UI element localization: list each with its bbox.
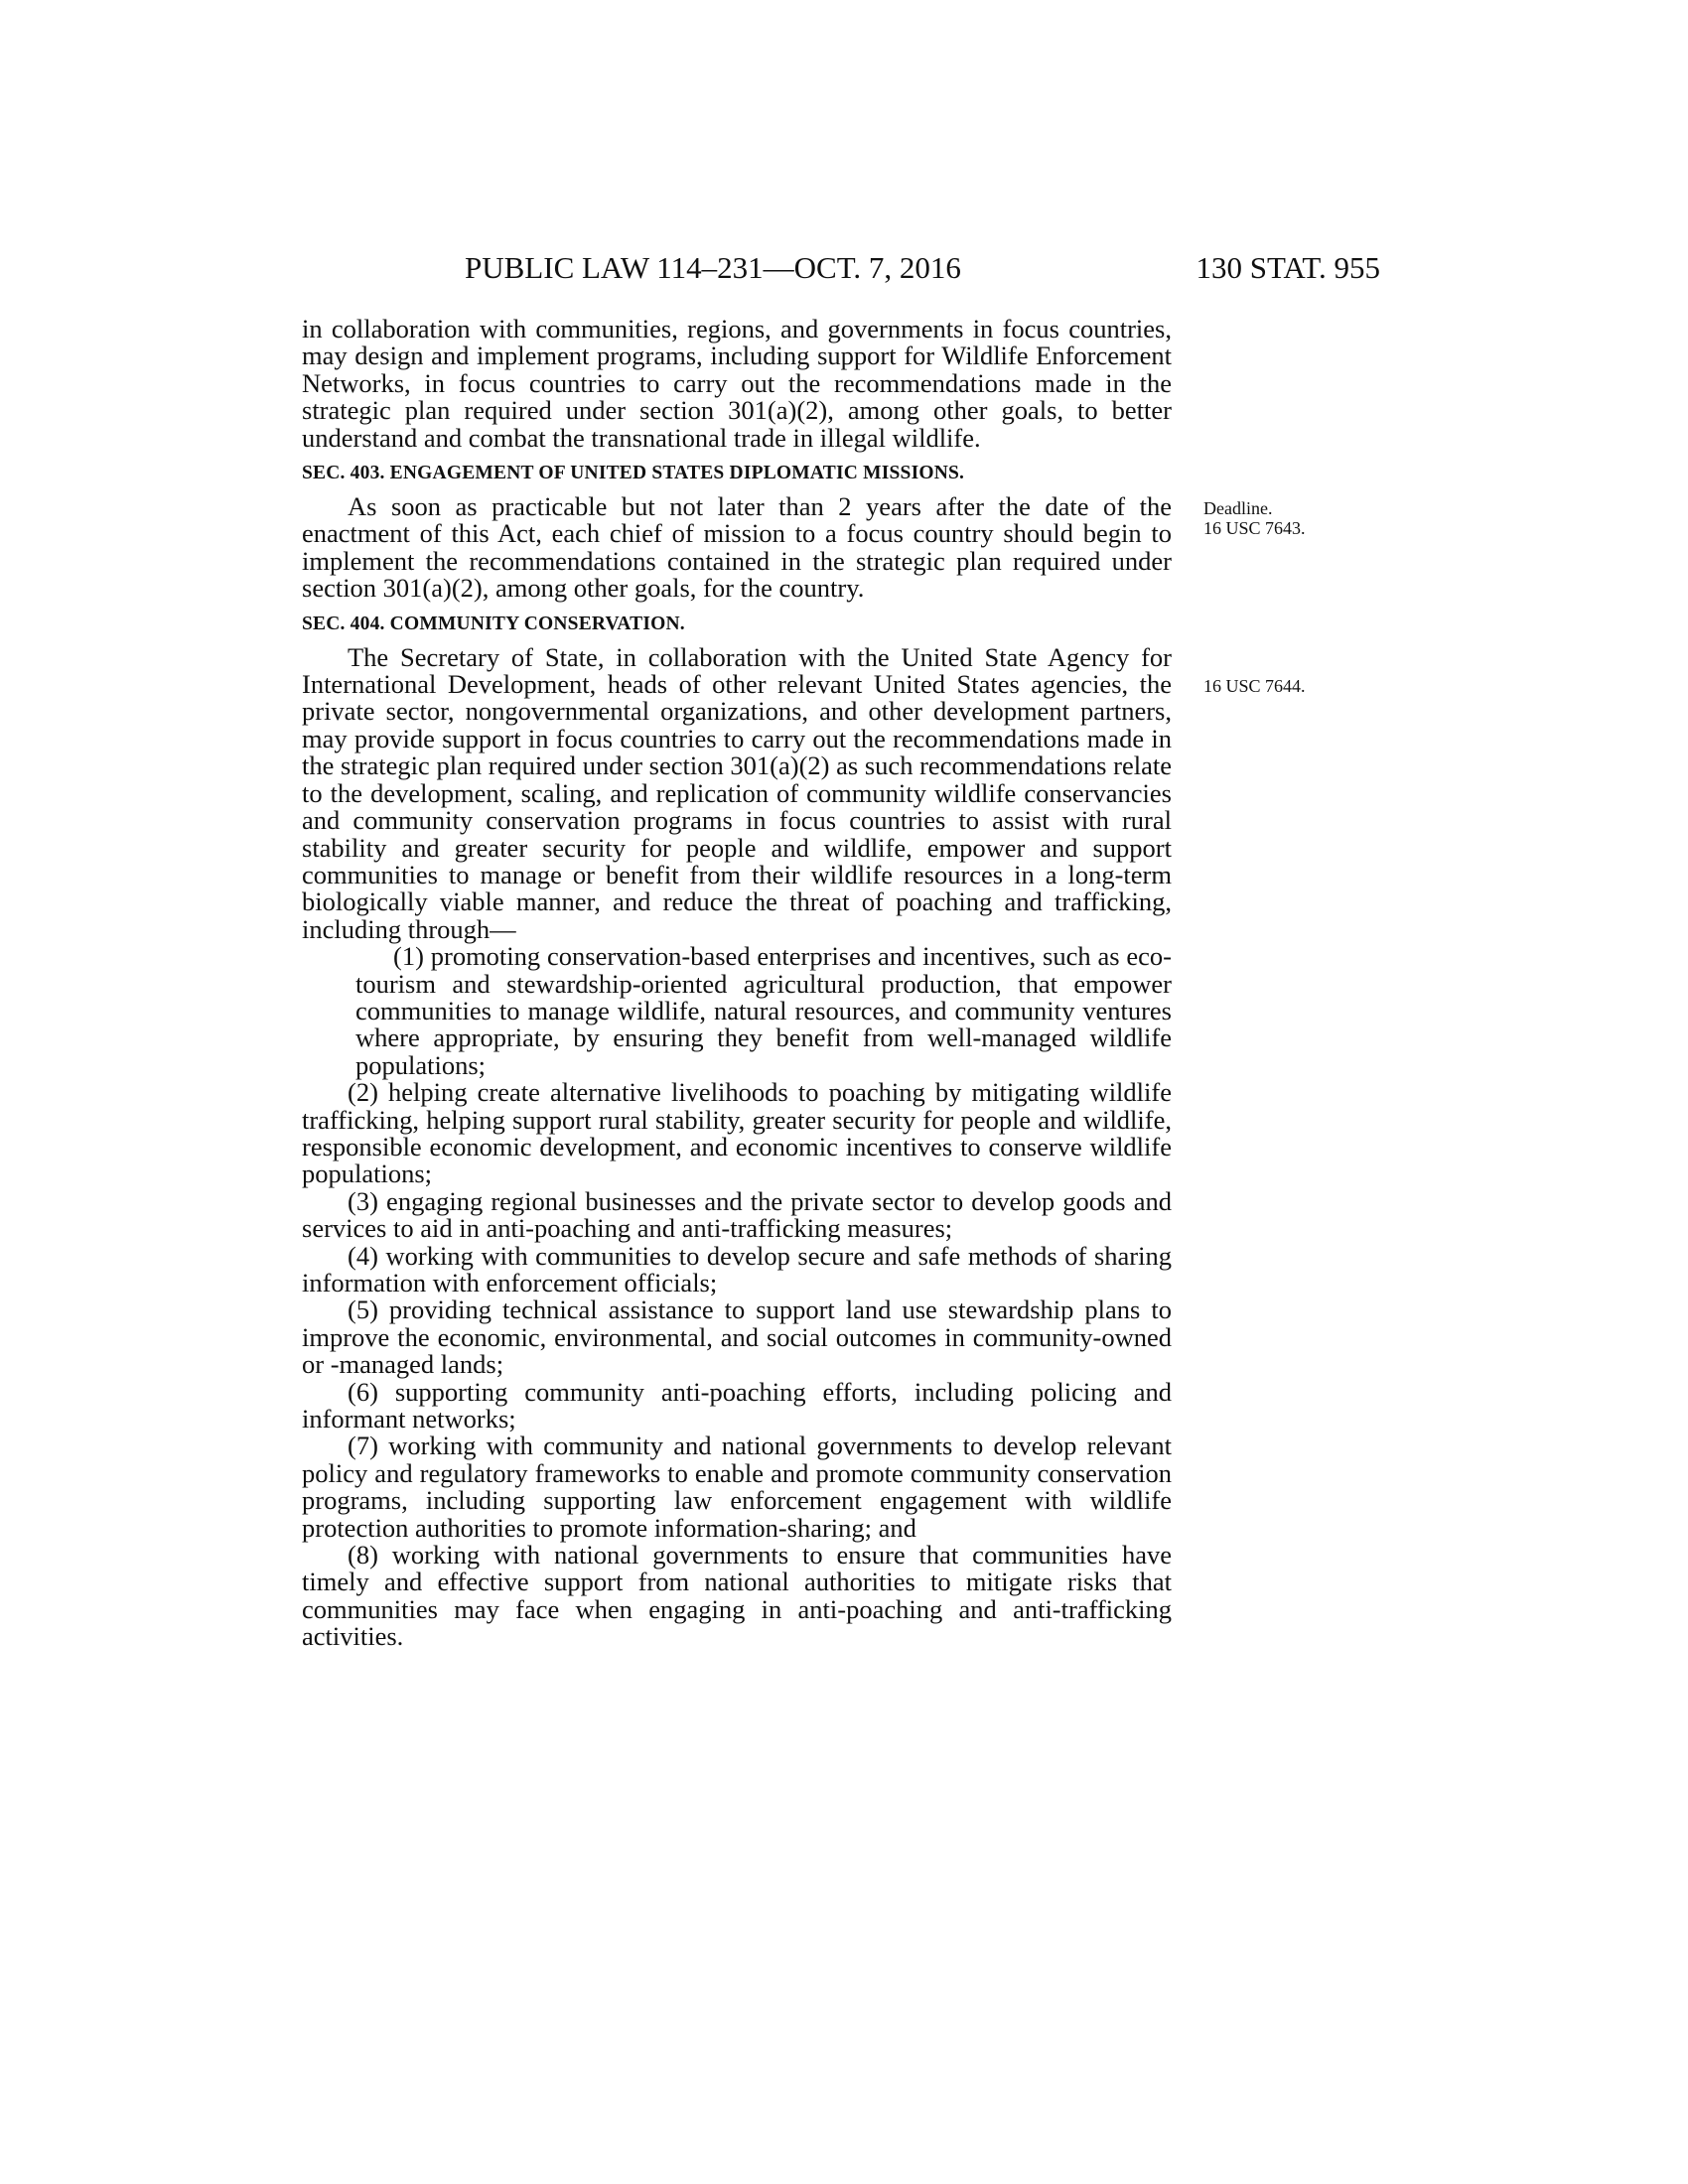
sec-404-text: The Secretary of State, in collaboration with the United State Agency for International Development, heads of other relevant United States agencies, the private sector, nongovernmental organizations, and other development partners, may provide support in focus countries to carry out the recommendations made in the strategic plan required under section 301(a)(2) as such recommendations relate to the development, scaling, and replication of community wildlife conservancies and community conservation programs in focus countries to assist with rural stability and greater security for people and wildlife, empower and support communities to manage or benefit from their wildlife resources in a long-term biologically viable manner, and reduce the threat of poaching and trafficking, including through— bbox=[302, 641, 1172, 944]
margin-note-usc-7644: 16 USC 7644. bbox=[1203, 676, 1306, 696]
list-item-2: (2) helping create alternative livelihoods to poaching by mitigating wildlife trafficking, helping support rural stability, greater security for people and wildlife, responsible economic development, and economic incentives to conserve wildlife populations; bbox=[302, 1077, 1172, 1189]
text-column bbox=[302, 316, 1172, 1651]
list-item-1: (1) promoting conservation-based enterprises and incentives, such as eco-tourism and stewardship-oriented agricultural production, that empower communities to manage wildlife, natural resources, and community ventures where appropriate, by ensuring they benefit from well-managed wildlife populations; bbox=[355, 941, 1172, 1080]
law-title: PUBLIC LAW 114–231—OCT. 7, 2016 bbox=[465, 250, 961, 285]
list-item-3: (3) engaging regional businesses and the private sector to develop goods and services to aid in anti-poaching and anti-trafficking measures; bbox=[302, 1185, 1172, 1244]
margin-note-deadline: Deadline. bbox=[1203, 498, 1273, 518]
sec-403-text: As soon as practicable but not later than 2 years after the date of the enactment of this Act, each chief of mission to a focus country should begin to implement the recommendations contained in the strategic plan required under section 301(a)(2), among other goals, for the country. bbox=[302, 491, 1172, 604]
list-item-8: (8) working with national governments to ensure that communities have timely and effective support from national authorities to mitigate risks that communities may face when engaging in anti-poaching and anti-trafficking activities. bbox=[302, 1540, 1172, 1652]
margin-note-usc-7643: 16 USC 7643. bbox=[1203, 518, 1306, 538]
list-item-6: (6) supporting community anti-poaching efforts, including policing and informant networks; bbox=[302, 1376, 1172, 1434]
sec-403-heading: SEC. 403. ENGAGEMENT OF UNITED STATES DIPLOMATIC MISSIONS. bbox=[302, 463, 965, 484]
sec-404-heading: SEC. 404. COMMUNITY CONSERVATION. bbox=[302, 613, 685, 634]
list-item-7: (7) working with community and national governments to develop relevant policy and regulatory frameworks to enable and promote community conservation programs, including supporting law enforcement engagement with wildlife protection authorities to promote information-sharing; and bbox=[302, 1431, 1172, 1543]
list-item-5: (5) providing technical assistance to support land use stewardship plans to improve the economic, environmental, and social outcomes in community-owned or -managed lands; bbox=[302, 1295, 1172, 1380]
running-head bbox=[298, 248, 1380, 288]
statute-citation: 130 STAT. 955 bbox=[1196, 250, 1380, 285]
list-item-4: (4) working with communities to develop secure and safe methods of sharing information with enforcement officials; bbox=[302, 1240, 1172, 1297]
intro-paragraph: in collaboration with communities, regions, and governments in focus countries, may design and implement programs, including support for Wildlife Enforcement Networks, in focus countries to carry out the recommendations made in the strategic plan required under section 301(a)(2), among other goals, to better understand and combat the transnational trade in illegal wildlife. bbox=[302, 314, 1172, 453]
